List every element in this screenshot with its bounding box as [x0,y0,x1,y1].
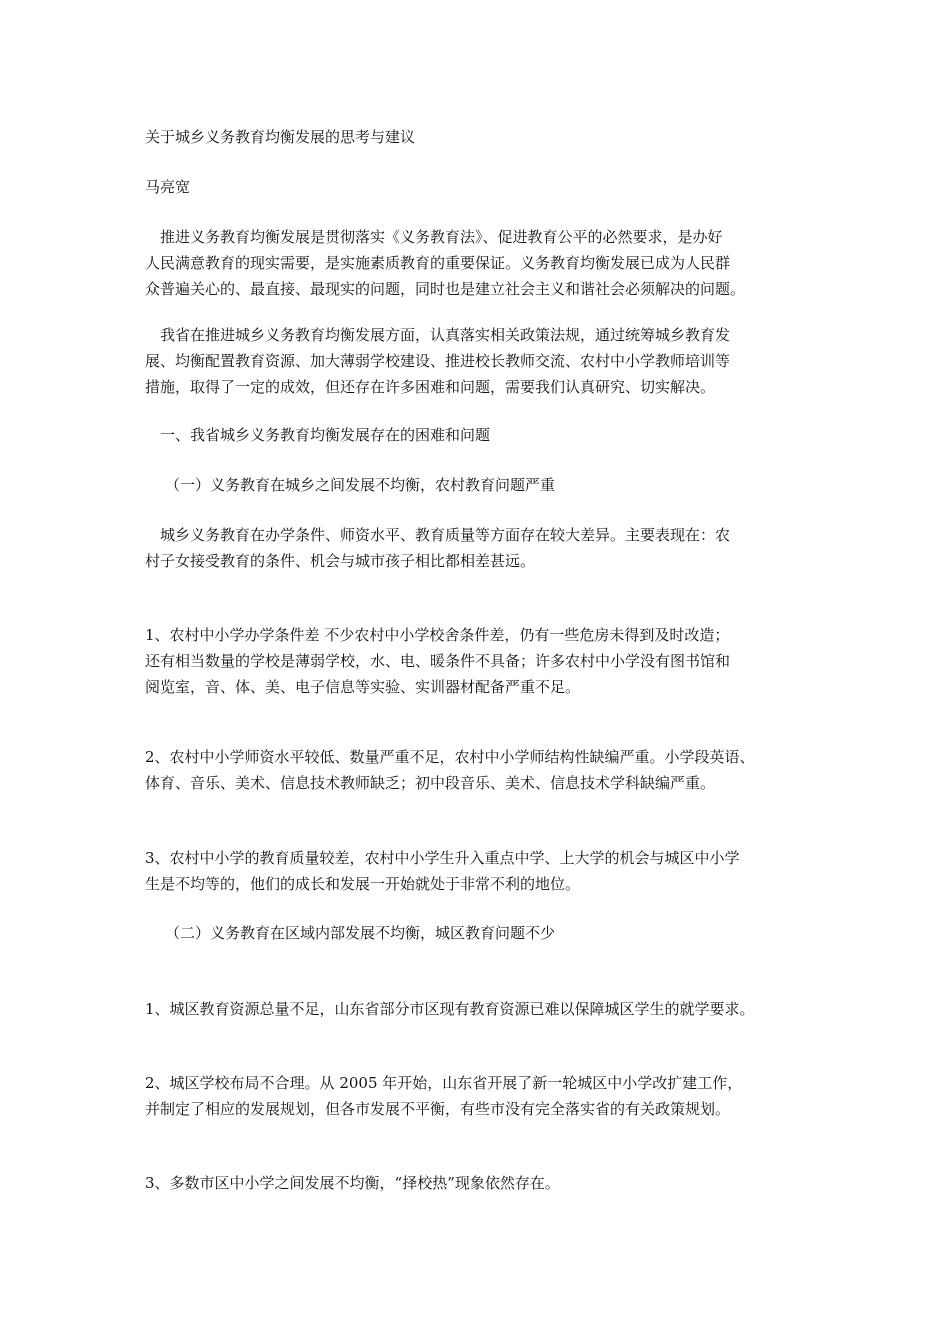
subsection-heading [145,472,825,498]
heading-line: （一）义务教育在城乡之间发展不均衡，农村教育问题严重 [165,476,556,494]
heading-line: （二）义务教育在区域内部发展不均衡，城区教育问题不少 [165,924,556,942]
paragraph-line: 还有相当数量的学校是薄弱学校，水、电、暖条件不具备；许多农村中小学没有图书馆和 [145,652,731,670]
paragraph-line: 推进义务教育均衡发展是贯彻落实《义务教育法》、促进教育公平的必然要求，是办好 [160,228,723,246]
paragraph-line: 1、农村中小学办学条件差 不少农村中小学校舍条件差，仍有一些危房未得到及时改造； [145,626,730,644]
title-line: 关于城乡义务教育均衡发展的思考与建议 [145,128,416,146]
paragraph-line: 众普遍关心的、最直接、最现实的问题，同时也是建立社会主义和谐社会必须解决的问题。 [145,280,746,298]
paragraph-line: 并制定了相应的发展规划，但各市发展不平衡，有些市没有完全落实省的有关政策规划。 [145,1100,731,1118]
document-author [145,174,825,200]
paragraph-line: 村子女接受教育的条件、机会与城市孩子相比都相差甚远。 [145,552,536,570]
paragraph-line: 体育、音乐、美术、信息技术教师缺乏；初中段音乐、美术、信息技术学科缺编严重。 [145,774,716,792]
paragraph-line: 3、多数市区中小学之间发展不均衡，“择校热”现象依然存在。 [145,1174,560,1192]
subsection-intro-paragraph [145,522,825,574]
section-heading [145,422,825,448]
intro-paragraph-2 [145,322,825,400]
paragraph-line: 3、农村中小学的教育质量较差，农村中小学生升入重点中学、上大学的机会与城区中小学 [145,849,740,867]
paragraph-line: 措施，取得了一定的成效，但还存在许多困难和问题，需要我们认真研究、切实解决。 [145,378,716,396]
paragraph-line: 人民满意教育的现实需要，是实施素质教育的重要保证。义务教育均衡发展已成为人民群 [145,254,731,272]
paragraph-line: 2、农村中小学师资水平较低、数量严重不足，农村中小学师结构性缺编严重。小学段英语、 [145,748,755,766]
document-title [145,124,825,150]
paragraph-line: 生是不均等的，他们的成长和发展一开始就处于非常不利的地位。 [145,875,581,893]
list-item [145,1070,825,1122]
paragraph-line: 展、均衡配置教育资源、加大薄弱学校建设、推进校长教师交流、农村中小学教师培训等 [145,352,731,370]
paragraph-line: 1、城区教育资源总量不足，山东省部分市区现有教育资源已难以保障城区学生的就学要求。 [145,1000,755,1018]
paragraph-line: 城乡义务教育在办学条件、师资水平、教育质量等方面存在较大差异。主要表现在：农 [160,526,731,544]
heading-line: 一、我省城乡义务教育均衡发展存在的困难和问题 [160,426,491,444]
list-item [145,622,825,700]
author-line: 马亮宽 [145,178,191,196]
list-item [145,744,825,796]
intro-paragraph-1 [145,224,825,302]
paragraph-line: 我省在推进城乡义务教育均衡发展方面，认真落实相关政策法规，通过统筹城乡教育发 [160,326,731,344]
list-item [145,996,825,1022]
list-item [145,1170,825,1196]
subsection-heading [145,920,825,946]
paragraph-line: 2、城区学校布局不合理。从 2005 年开始，山东省开展了新一轮城区中小学改扩建工作， [145,1074,743,1092]
list-item [145,845,825,897]
paragraph-line: 阅览室，音、体、美、电子信息等实验、实训器材配备严重不足。 [145,678,581,696]
